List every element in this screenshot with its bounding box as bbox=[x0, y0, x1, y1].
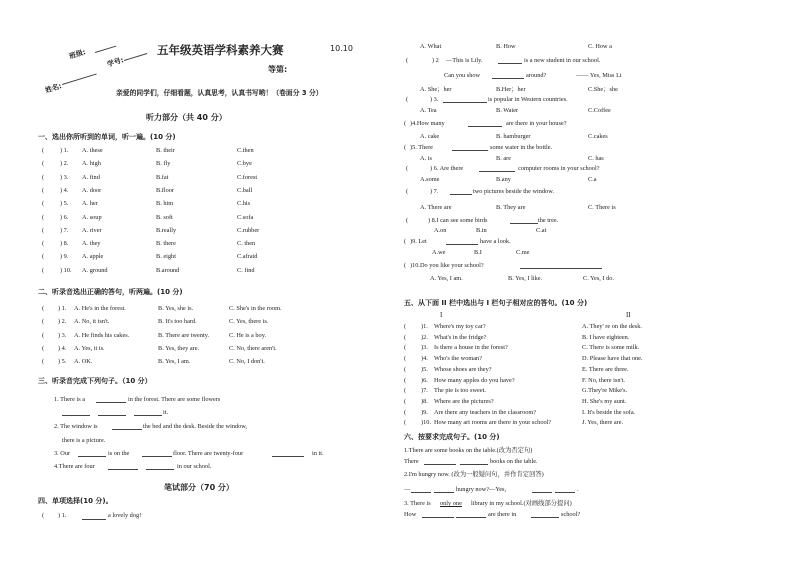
question-text: Where's my toy car? bbox=[434, 323, 486, 330]
question-number: )4. bbox=[421, 355, 428, 363]
option-b: B. Water bbox=[496, 107, 519, 114]
question-number: )5. bbox=[421, 365, 428, 373]
s6-line5a: 3. There is bbox=[404, 500, 431, 507]
s3-blank[interactable] bbox=[98, 415, 126, 416]
s3-line2b: the bed and the desk. Beside the window, bbox=[143, 423, 247, 430]
question-number: ) 8. bbox=[60, 240, 69, 248]
s4-q1-num: ) 1. bbox=[58, 512, 67, 519]
question-text: The pie is too sweet. bbox=[434, 387, 486, 395]
option-b: B. him bbox=[156, 200, 174, 208]
option-c: C. Yes, I do. bbox=[583, 275, 614, 282]
option-a: A. cake bbox=[420, 133, 440, 140]
s4-q1-text: a lovely dog! bbox=[108, 512, 142, 519]
option-c: C.at bbox=[536, 227, 547, 234]
s3-line1a: 1. There is a bbox=[54, 396, 86, 403]
answer-bracket[interactable]: ( bbox=[42, 200, 45, 208]
option-a: A.on bbox=[434, 227, 447, 234]
s6-line5b-underlined: only one bbox=[440, 500, 462, 507]
s4-q1-paren[interactable]: ( bbox=[42, 512, 45, 519]
answer-option: F. No, there isn't. bbox=[582, 376, 625, 384]
option-c: C. has bbox=[588, 155, 604, 162]
answer-blank[interactable] bbox=[498, 63, 522, 64]
question-text: Are there any teachers in the classroom? bbox=[434, 408, 537, 416]
option-b: B.fat bbox=[156, 173, 169, 181]
s3-line2c: there is a picture. bbox=[62, 437, 106, 444]
question-number: ) 1. bbox=[58, 305, 67, 312]
s6-line6c: school? bbox=[561, 511, 581, 518]
option-a: A. high bbox=[82, 160, 101, 168]
answer-blank[interactable] bbox=[452, 150, 488, 151]
answer-bracket[interactable]: ( bbox=[42, 266, 45, 274]
answer-bracket[interactable]: ( bbox=[42, 186, 45, 194]
class-blank[interactable] bbox=[95, 46, 116, 53]
answer-bracket[interactable]: ( bbox=[42, 358, 45, 366]
answer-bracket[interactable]: ( bbox=[404, 144, 407, 151]
option-a: A. What bbox=[420, 43, 442, 50]
question-number: )9. Let bbox=[410, 238, 427, 245]
question-number: ) 5. bbox=[60, 200, 69, 208]
q8-text: the tree. bbox=[538, 217, 559, 224]
s6-line6b: are there in bbox=[488, 511, 517, 518]
answer-bracket[interactable]: ( bbox=[42, 331, 45, 339]
answer-blank[interactable] bbox=[520, 268, 602, 269]
question-number: )6. bbox=[421, 376, 428, 384]
answer-bracket[interactable]: ( bbox=[406, 188, 409, 195]
answer-bracket[interactable]: ( bbox=[404, 419, 407, 427]
option-a: A. She；her bbox=[420, 86, 452, 93]
option-c: C. He is a boy. bbox=[229, 331, 267, 339]
q2-text: —This is Lily. bbox=[446, 57, 483, 64]
option-a: A. Tea bbox=[420, 107, 437, 114]
s3-line4a: 4.There are four bbox=[54, 463, 95, 470]
option-b: B. Yes, I am. bbox=[158, 358, 191, 366]
question-number: ) 9. bbox=[60, 253, 69, 261]
q2-text: —— Yes, Miss Li bbox=[576, 72, 622, 79]
question-number: ) 3. bbox=[430, 96, 439, 103]
question-number: )9. bbox=[421, 408, 428, 416]
s3-line3c: floor. There are twenty-four bbox=[173, 450, 244, 457]
option-b: B. eight bbox=[156, 253, 176, 261]
answer-bracket[interactable]: ( bbox=[406, 57, 409, 64]
option-c: C.his bbox=[237, 200, 251, 208]
answer-bracket[interactable]: ( bbox=[42, 305, 45, 312]
q3-text: is popular in Western countries. bbox=[488, 96, 568, 103]
question-text: Whose shoes are they? bbox=[434, 365, 492, 373]
question-text: How many apples do you have? bbox=[434, 376, 515, 384]
q6-text: computer rooms in your school? bbox=[518, 165, 600, 172]
question-number: ) 3. bbox=[60, 173, 69, 181]
option-a: A.we bbox=[432, 249, 446, 256]
section2-title: 二、听录音选出正确的答句，听两遍。(10 分) bbox=[38, 288, 183, 296]
option-b: B. They are bbox=[496, 204, 526, 211]
option-b: B.I bbox=[474, 249, 482, 256]
answer-blank[interactable] bbox=[479, 171, 515, 172]
s3-blank[interactable] bbox=[134, 415, 162, 416]
option-a: A. soup bbox=[82, 213, 102, 221]
instruction-text: 亲爱的同学们，仔细看题，认真思考，认真书写哟！（卷面分 3 分） bbox=[116, 89, 323, 97]
answer-blank[interactable] bbox=[450, 194, 472, 195]
s6-line4c: . bbox=[577, 486, 579, 493]
answer-bracket[interactable]: ( bbox=[404, 387, 407, 395]
question-number: )10.Do you like your school? bbox=[410, 262, 484, 269]
option-b: B. their bbox=[156, 147, 175, 154]
answer-bracket[interactable]: ( bbox=[404, 344, 407, 352]
answer-bracket[interactable]: ( bbox=[406, 165, 409, 172]
question-number: )3. bbox=[421, 344, 428, 352]
s3-blank[interactable] bbox=[96, 402, 126, 403]
option-a: A. No, it isn't. bbox=[74, 318, 110, 326]
answer-blank[interactable] bbox=[510, 223, 538, 224]
section5-title: 五、从下面 II 栏中选出与 I 栏句子相对应的答句。(10 分) bbox=[404, 299, 588, 307]
option-c: C.Coffee bbox=[588, 107, 611, 114]
option-c: C.She；she bbox=[588, 86, 618, 93]
answer-option: E. There are three. bbox=[582, 365, 629, 373]
s3-blank[interactable] bbox=[142, 456, 172, 457]
answer-option: C. There is some milk. bbox=[582, 344, 640, 352]
option-b: B.around bbox=[156, 266, 180, 274]
option-c: C.a bbox=[588, 176, 597, 183]
option-b: B. Yes, they are. bbox=[158, 344, 200, 352]
writing-title: 笔试部分（70 分） bbox=[164, 483, 234, 492]
answer-option: J. Yes, there are. bbox=[582, 419, 624, 427]
option-c: C.then bbox=[237, 147, 254, 154]
option-b: B. are bbox=[496, 155, 512, 162]
q2-text: around? bbox=[526, 72, 547, 79]
answer-bracket[interactable]: ( bbox=[42, 213, 45, 221]
option-b: B.in bbox=[476, 227, 487, 234]
question-number: ) 6. bbox=[60, 213, 69, 221]
answer-option: B. I have eighteen. bbox=[582, 333, 630, 341]
answer-bracket[interactable]: ( bbox=[406, 217, 409, 224]
question-number: )1. bbox=[421, 323, 428, 330]
s6-blank[interactable] bbox=[531, 517, 559, 518]
option-c: C.forest bbox=[237, 173, 258, 181]
answer-bracket[interactable]: ( bbox=[42, 344, 45, 352]
exam-title: 五年级英语学科素养大赛 bbox=[157, 43, 284, 57]
s3-line1b: in the forest. There are some flowers bbox=[128, 396, 221, 403]
q2-text: is a new student in our school. bbox=[524, 57, 601, 64]
option-b: B.really bbox=[156, 226, 177, 234]
answer-bracket[interactable]: ( bbox=[42, 160, 45, 168]
question-number: ) 6. Are there bbox=[430, 165, 464, 172]
col1-label: I bbox=[440, 311, 443, 319]
option-a: A. these bbox=[82, 147, 103, 154]
option-a: A. find bbox=[82, 173, 100, 181]
option-a: A. He's in the forest. bbox=[74, 305, 126, 312]
question-text: Is there a house in the forest? bbox=[434, 344, 508, 352]
question-number: ) 4. bbox=[58, 344, 67, 352]
s3-blank[interactable] bbox=[62, 415, 90, 416]
listening-title: 听力部分（共 40 分） bbox=[146, 113, 227, 122]
option-b: B. Yes, she is. bbox=[158, 305, 194, 312]
question-text: Where are the pictures? bbox=[434, 397, 494, 405]
option-c: C.cakes bbox=[588, 133, 608, 140]
question-number: ) 7. bbox=[60, 226, 69, 234]
s6-blank[interactable] bbox=[460, 464, 488, 465]
question-number: )2. bbox=[421, 333, 428, 341]
answer-blank[interactable] bbox=[446, 244, 478, 245]
question-number: )10. bbox=[421, 419, 431, 427]
option-c: C. She's in the room. bbox=[229, 305, 282, 312]
option-c: C.ball bbox=[237, 186, 253, 194]
answer-bracket[interactable]: ( bbox=[404, 120, 407, 127]
option-a: A. Yes, it is. bbox=[74, 344, 105, 352]
s3-line1c: it. bbox=[163, 409, 169, 416]
option-a: A. Yes, I am. bbox=[430, 275, 463, 282]
option-b: B. There are twenty. bbox=[158, 331, 210, 339]
exam-date: 10.10 bbox=[330, 44, 353, 53]
s6-line2b: books on the table. bbox=[490, 458, 538, 465]
s6-blank[interactable] bbox=[434, 492, 454, 493]
q9-text: have a look. bbox=[480, 238, 511, 245]
answer-bracket[interactable]: ( bbox=[42, 226, 45, 234]
option-a: A.some bbox=[420, 176, 440, 183]
answer-bracket[interactable]: ( bbox=[42, 173, 45, 181]
section1-title: 一、选出你所听到的单词，听一遍。(10 分) bbox=[38, 133, 176, 141]
option-a: A. apple bbox=[82, 253, 104, 261]
q5-text: some water in the bottle. bbox=[490, 144, 553, 151]
option-c: C. How a bbox=[588, 43, 612, 50]
s3-blank[interactable] bbox=[78, 456, 106, 457]
answer-bracket[interactable]: ( bbox=[42, 318, 45, 326]
q4-text: are there in your house? bbox=[506, 120, 567, 127]
answer-bracket[interactable]: ( bbox=[404, 365, 407, 373]
option-c: C. No, there aren't. bbox=[229, 344, 277, 352]
option-c: C. No, I don't. bbox=[229, 358, 265, 366]
grade-label: 等第: bbox=[268, 65, 288, 74]
s3-line3b: is on the bbox=[108, 450, 130, 457]
option-a: A. they bbox=[82, 240, 101, 248]
option-b: B.any bbox=[496, 176, 511, 183]
s3-line4b: in our school. bbox=[177, 463, 212, 470]
answer-bracket[interactable]: ( bbox=[404, 323, 407, 330]
s6-blank[interactable] bbox=[422, 517, 454, 518]
s4-q1-blank[interactable] bbox=[82, 519, 106, 520]
s3-blank[interactable] bbox=[108, 469, 138, 470]
answer-option: D. Please have that one. bbox=[582, 355, 643, 363]
option-a: A. OK. bbox=[74, 358, 93, 366]
answer-bracket[interactable]: ( bbox=[404, 408, 407, 416]
option-c: C. then bbox=[237, 240, 256, 248]
answer-bracket[interactable]: ( bbox=[42, 147, 45, 154]
option-b: B.floor bbox=[156, 186, 175, 194]
option-a: A. her bbox=[82, 200, 98, 208]
option-c: C.rubber bbox=[237, 226, 260, 234]
question-number: ) 10. bbox=[60, 266, 72, 274]
option-b: B.Her；her bbox=[496, 86, 526, 93]
s6-line1: 1.There are some books on the table.(改为否定句) bbox=[404, 447, 533, 454]
name-label: 姓名: bbox=[44, 82, 63, 95]
q2-text: Can you show bbox=[444, 72, 481, 79]
question-text: How many art rooms are there in your school? bbox=[434, 419, 552, 427]
s6-blank[interactable] bbox=[411, 492, 431, 493]
section3-title: 三、听录音完成下列句子。（10 分） bbox=[38, 377, 152, 385]
s6-blank[interactable] bbox=[424, 464, 456, 465]
section4-title: 四、单项选择(10 分)。 bbox=[38, 497, 113, 505]
question-number: ) 5. bbox=[58, 358, 67, 366]
option-c: C.afraid bbox=[237, 253, 258, 261]
question-number: ) 3. bbox=[58, 331, 67, 339]
answer-blank[interactable] bbox=[443, 102, 487, 103]
answer-bracket[interactable]: ( bbox=[404, 333, 407, 341]
question-number: )7. bbox=[421, 387, 428, 395]
option-a: A. He finds his cakes. bbox=[74, 331, 130, 339]
answer-option: I. It's beside the sofa. bbox=[582, 408, 636, 416]
option-c: C. There is bbox=[588, 204, 616, 211]
option-c: C. find bbox=[237, 266, 255, 274]
class-label: 班级: bbox=[68, 48, 87, 61]
option-b: B. How bbox=[496, 43, 516, 50]
option-b: B. soft bbox=[156, 213, 173, 221]
answer-bracket[interactable]: ( bbox=[404, 397, 407, 405]
option-a: A. is bbox=[420, 155, 432, 162]
answer-bracket[interactable]: ( bbox=[404, 376, 407, 384]
s6-line4a: — bbox=[404, 486, 411, 493]
question-text: What's in the fridge? bbox=[434, 333, 487, 341]
question-number: ) 2 bbox=[432, 57, 439, 64]
s6-blank[interactable] bbox=[456, 517, 486, 518]
student-no-label: 学号: bbox=[106, 56, 125, 69]
s3-line2a: 2. The window is bbox=[54, 423, 98, 430]
q7-text: two pictures beside the window. bbox=[473, 188, 554, 195]
s3-blank[interactable] bbox=[146, 469, 174, 470]
answer-bracket[interactable]: ( bbox=[404, 355, 407, 363]
col2-label: II bbox=[626, 311, 631, 319]
question-number: ) 2. bbox=[58, 318, 67, 326]
question-number: ) 1. bbox=[60, 147, 69, 154]
question-number: )4.How many bbox=[410, 120, 445, 127]
answer-option: A. They' re on the desk. bbox=[582, 323, 642, 330]
section6-title: 六、按要求完成句子。(10 分) bbox=[404, 433, 500, 441]
s6-line4b: hungry now?—Yes, bbox=[456, 486, 507, 493]
s6-line5c: library in my school.(对画线部分提问) bbox=[471, 500, 572, 507]
answer-option: H. She's my aunt. bbox=[582, 397, 627, 405]
question-number: ) 8.I can see some birds bbox=[428, 217, 488, 224]
option-b: B. Yes, I like. bbox=[508, 275, 543, 282]
answer-blank[interactable] bbox=[468, 126, 502, 127]
answer-bracket[interactable]: ( bbox=[406, 96, 409, 103]
option-a: A. river bbox=[82, 226, 102, 234]
option-c: C.sofa bbox=[237, 213, 254, 221]
answer-bracket[interactable]: ( bbox=[404, 262, 407, 269]
option-c: C.bye bbox=[237, 160, 252, 168]
s6-blank[interactable] bbox=[532, 492, 552, 493]
answer-bracket[interactable]: ( bbox=[42, 240, 45, 248]
option-b: B. there bbox=[156, 240, 176, 248]
answer-bracket[interactable]: ( bbox=[404, 238, 407, 245]
option-c: C.me bbox=[516, 249, 530, 256]
s6-line3: 2.I'm hungry now. (改为一般疑问句，并作肯定回答) bbox=[404, 471, 544, 478]
answer-blank[interactable] bbox=[492, 78, 524, 79]
s3-line3a: 3. Our bbox=[54, 450, 71, 457]
option-a: A. There are bbox=[420, 204, 452, 211]
question-number: )5. There bbox=[410, 144, 433, 151]
answer-option: G.They're Mike's. bbox=[582, 387, 628, 395]
student-no-blank[interactable] bbox=[124, 53, 147, 61]
question-number: )8. bbox=[421, 397, 428, 405]
s3-blank[interactable] bbox=[272, 456, 304, 457]
s3-line3d: in it. bbox=[312, 450, 324, 457]
s6-blank[interactable] bbox=[555, 492, 575, 493]
option-b: B. hamburger bbox=[496, 133, 531, 140]
option-a: A. ground bbox=[82, 266, 108, 274]
option-a: A. door bbox=[82, 186, 102, 194]
answer-bracket[interactable]: ( bbox=[42, 253, 45, 261]
name-blank[interactable] bbox=[62, 73, 97, 84]
question-number: ) 2. bbox=[60, 160, 69, 168]
question-text: Who's the woman? bbox=[434, 355, 482, 363]
question-number: ) 7. bbox=[430, 188, 439, 195]
question-number: ) 4. bbox=[60, 186, 69, 194]
s6-line6a: How bbox=[404, 511, 417, 518]
option-b: B. It's too hard. bbox=[158, 318, 197, 326]
s3-blank[interactable] bbox=[112, 429, 142, 430]
s6-line2a: There bbox=[404, 458, 419, 465]
option-c: C. Yes, there is. bbox=[229, 318, 269, 326]
option-b: B. fly bbox=[156, 160, 171, 168]
